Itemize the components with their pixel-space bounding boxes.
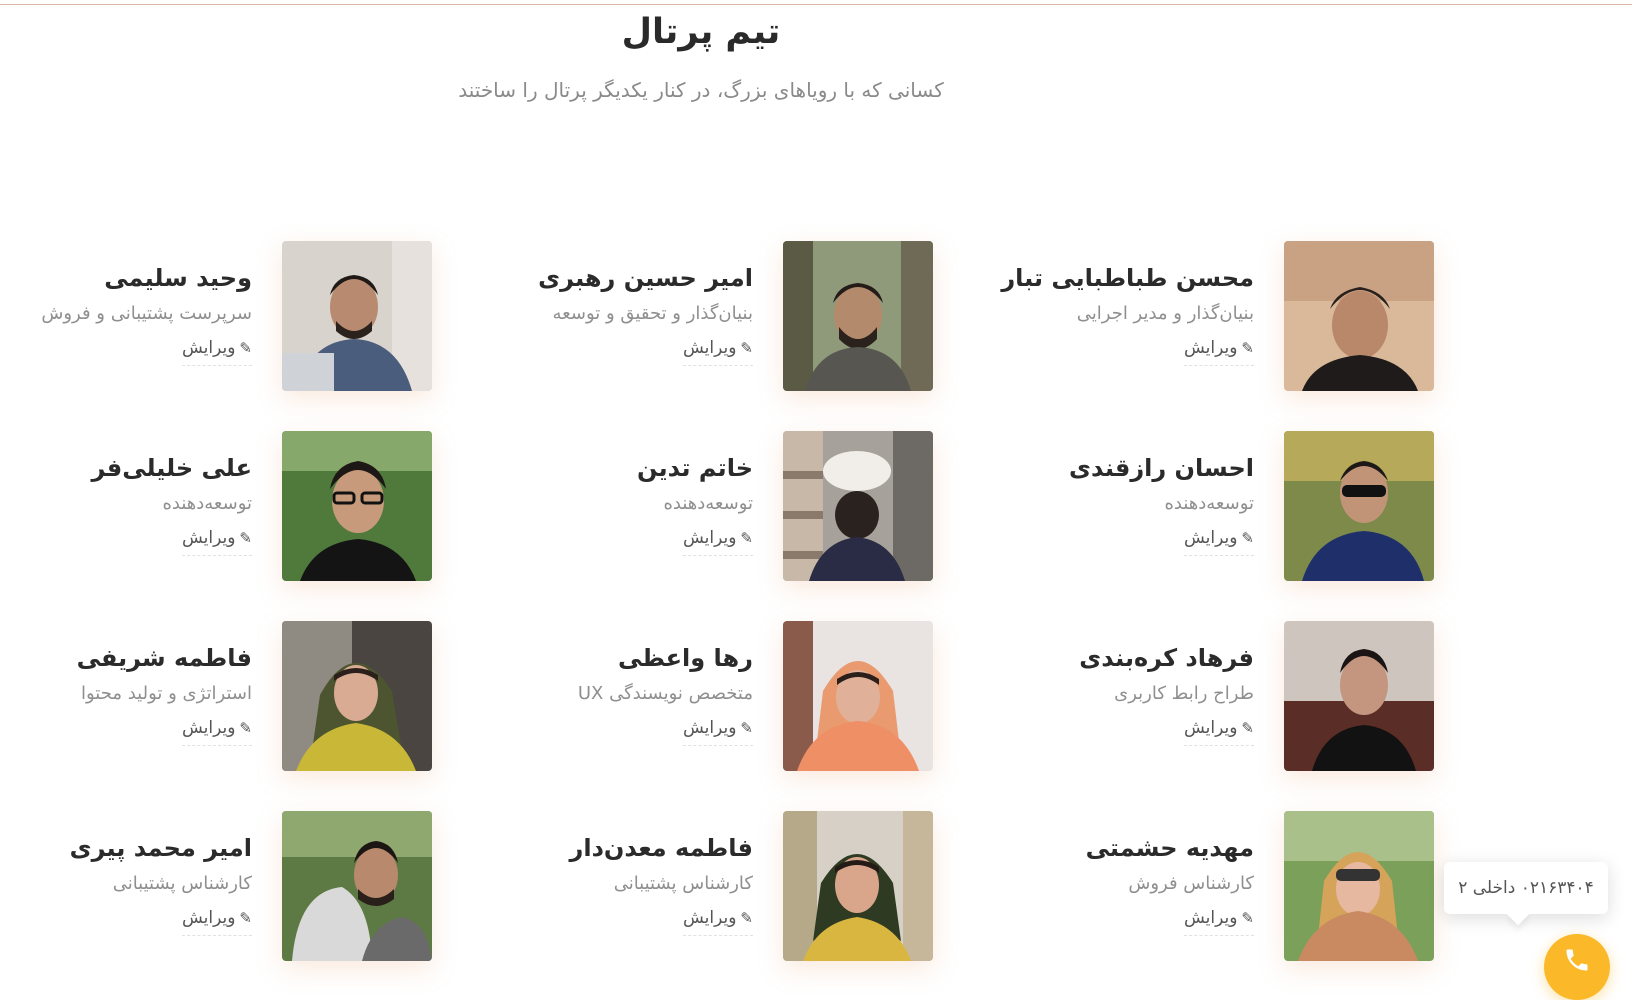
member-name: وحید سلیمی bbox=[104, 264, 252, 292]
edit-label: ویرایش bbox=[682, 908, 737, 928]
member-name: فرهاد کره‌بندی bbox=[1079, 644, 1254, 672]
member-role: بنیان‌گذار و تحقیق و توسعه bbox=[552, 303, 753, 324]
member-name: فاطمه معدن‌دار bbox=[569, 834, 753, 862]
member-role: توسعه‌دهنده bbox=[1164, 493, 1254, 514]
member-name: فاطمه شریفی bbox=[76, 644, 252, 672]
member-role: متخصص نویسندگی UX bbox=[577, 683, 753, 704]
pencil-icon: ✎ bbox=[239, 339, 252, 357]
member-name: محسن طباطبایی تبار bbox=[1001, 264, 1254, 292]
member-role: کارشناس فروش bbox=[1128, 873, 1254, 894]
member-photo bbox=[282, 241, 432, 391]
edit-label: ویرایش bbox=[682, 718, 737, 738]
member-role: کارشناس پشتیبانی bbox=[613, 873, 753, 894]
pencil-icon: ✎ bbox=[1241, 909, 1254, 927]
edit-link[interactable] bbox=[182, 527, 252, 556]
member-name: امیر محمد پیری bbox=[69, 834, 252, 862]
member-name: خاتم تدین bbox=[637, 454, 753, 482]
edit-link[interactable] bbox=[1184, 907, 1254, 936]
edit-link[interactable] bbox=[683, 337, 753, 366]
member-role: بنیان‌گذار و مدیر اجرایی bbox=[1076, 303, 1254, 324]
edit-label: ویرایش bbox=[1183, 528, 1238, 548]
edit-link[interactable] bbox=[683, 907, 753, 936]
team-member-card bbox=[513, 621, 933, 773]
page-subtitle: کسانی که با رویاهای بزرگ، در کنار یکدیگر پرتال را ساختند bbox=[458, 78, 944, 102]
page-title: تیم پرتال bbox=[621, 12, 781, 52]
edit-link[interactable] bbox=[1184, 717, 1254, 746]
edit-link[interactable] bbox=[683, 527, 753, 556]
phone-icon bbox=[1563, 946, 1591, 974]
call-tooltip bbox=[1444, 862, 1608, 914]
call-phone-text: ۰۲۱۶۳۴۰۴ داخلی ۲ bbox=[1458, 878, 1594, 898]
member-role: کارشناس پشتیبانی bbox=[112, 873, 252, 894]
member-photo bbox=[783, 431, 933, 581]
member-photo bbox=[1284, 811, 1434, 961]
member-photo bbox=[1284, 621, 1434, 771]
edit-label: ویرایش bbox=[1183, 718, 1238, 738]
edit-link[interactable] bbox=[1184, 527, 1254, 556]
team-member-card bbox=[12, 811, 432, 963]
team-member-card bbox=[513, 811, 933, 963]
team-member-card bbox=[1014, 621, 1434, 773]
team-member-card bbox=[1014, 811, 1434, 963]
pencil-icon: ✎ bbox=[740, 339, 753, 357]
member-photo bbox=[282, 431, 432, 581]
edit-label: ویرایش bbox=[181, 528, 236, 548]
member-name: احسان رازقندی bbox=[1068, 454, 1254, 482]
pencil-icon: ✎ bbox=[740, 529, 753, 547]
pencil-icon: ✎ bbox=[239, 909, 252, 927]
member-photo bbox=[1284, 241, 1434, 391]
member-role: توسعه‌دهنده bbox=[162, 493, 252, 514]
edit-label: ویرایش bbox=[181, 908, 236, 928]
edit-link[interactable] bbox=[182, 337, 252, 366]
member-photo bbox=[783, 241, 933, 391]
member-role: توسعه‌دهنده bbox=[663, 493, 753, 514]
team-member-card bbox=[1001, 241, 1434, 393]
edit-label: ویرایش bbox=[181, 718, 236, 738]
edit-link[interactable] bbox=[182, 717, 252, 746]
team-member-card bbox=[1014, 431, 1434, 583]
team-member-card bbox=[513, 431, 933, 583]
member-photo bbox=[282, 621, 432, 771]
pencil-icon: ✎ bbox=[239, 529, 252, 547]
member-name: علی خلیلی‌فر bbox=[91, 454, 252, 482]
edit-link[interactable] bbox=[683, 717, 753, 746]
edit-label: ویرایش bbox=[682, 528, 737, 548]
member-role: سرپرست پشتیبانی و فروش bbox=[41, 303, 252, 324]
team-member-card bbox=[12, 431, 432, 583]
edit-label: ویرایش bbox=[181, 338, 236, 358]
member-name: مهدیه حشمتی bbox=[1085, 834, 1254, 862]
edit-label: ویرایش bbox=[682, 338, 737, 358]
member-photo bbox=[783, 621, 933, 771]
top-divider bbox=[0, 4, 1632, 5]
edit-label: ویرایش bbox=[1183, 908, 1238, 928]
pencil-icon: ✎ bbox=[740, 909, 753, 927]
pencil-icon: ✎ bbox=[1241, 719, 1254, 737]
member-name: امیر حسین رهبری bbox=[538, 264, 753, 292]
pencil-icon: ✎ bbox=[239, 719, 252, 737]
member-name: رها واعظی bbox=[617, 644, 753, 672]
call-button[interactable] bbox=[1544, 934, 1610, 1000]
pencil-icon: ✎ bbox=[1241, 339, 1254, 357]
edit-link[interactable] bbox=[1184, 337, 1254, 366]
member-photo bbox=[783, 811, 933, 961]
pencil-icon: ✎ bbox=[1241, 529, 1254, 547]
member-photo bbox=[282, 811, 432, 961]
member-role: استراتژی و تولید محتوا bbox=[81, 683, 252, 704]
member-photo bbox=[1284, 431, 1434, 581]
edit-label: ویرایش bbox=[1183, 338, 1238, 358]
team-member-card bbox=[12, 241, 432, 393]
pencil-icon: ✎ bbox=[740, 719, 753, 737]
team-member-card bbox=[12, 621, 432, 773]
team-member-card bbox=[513, 241, 933, 393]
member-role: طراح رابط کاربری bbox=[1114, 683, 1254, 704]
edit-link[interactable] bbox=[182, 907, 252, 936]
